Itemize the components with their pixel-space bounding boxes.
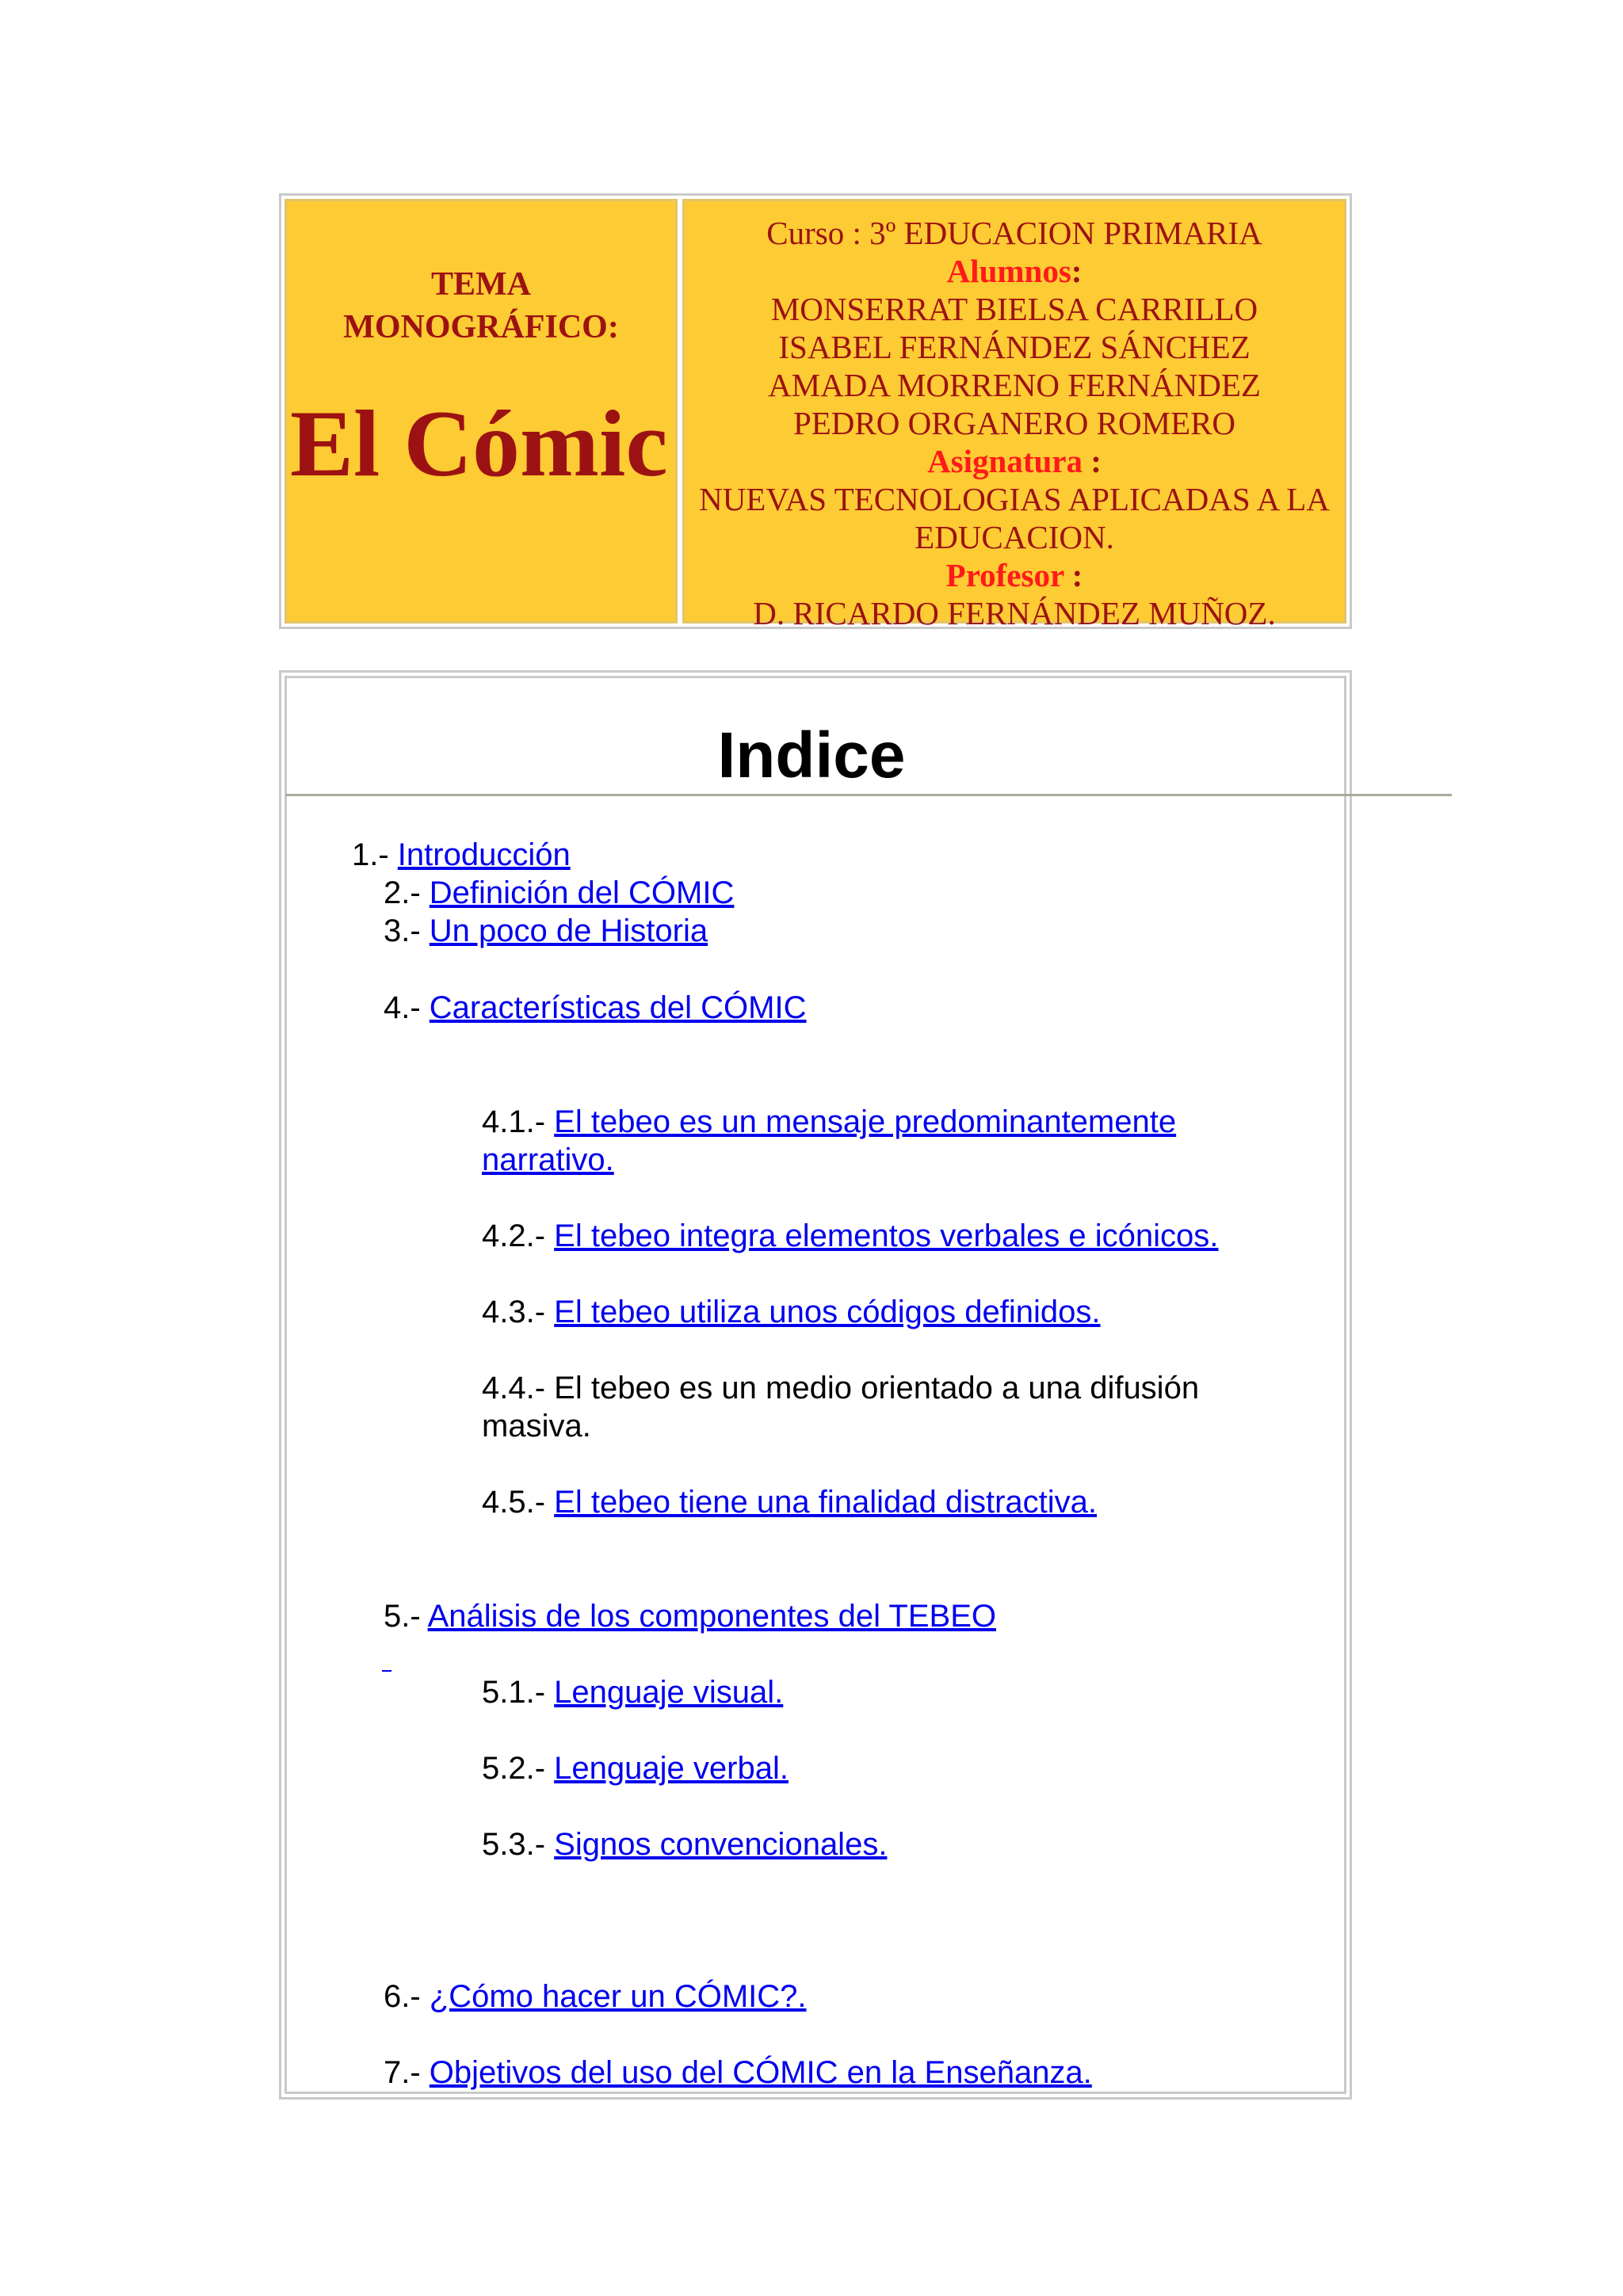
- alumnos-colon: :: [1071, 253, 1083, 289]
- index-entry-4: [384, 989, 806, 1027]
- entry-number: 4.-: [384, 990, 430, 1025]
- entry-number: 5.1.-: [482, 1675, 555, 1710]
- index-title: Indice: [717, 719, 906, 791]
- index-entry-1: [352, 836, 571, 874]
- student-name: AMADA MORRENO FERNÁNDEZ: [768, 367, 1261, 403]
- entry-text: El tebeo es un medio orientado a una difusión: [554, 1371, 1200, 1405]
- student-name: ISABEL FERNÁNDEZ SÁNCHEZ: [778, 329, 1251, 365]
- entry-number: 4.4.-: [482, 1371, 555, 1405]
- index-entry-5-2: [482, 1749, 789, 1787]
- entry-number: 1.-: [352, 837, 398, 872]
- link-introduccion[interactable]: Introducción: [397, 837, 571, 872]
- asignatura-line-1: NUEVAS TECNOLOGIAS APLICADAS A LA: [699, 481, 1330, 517]
- alumnos-label: Alumnos: [946, 253, 1071, 289]
- header-right-cell: [682, 199, 1346, 631]
- link-lenguaje-visual[interactable]: Lenguaje visual.: [554, 1675, 784, 1710]
- asignatura-label: Asignatura: [927, 443, 1083, 479]
- index-divider: [285, 794, 1452, 796]
- index-entry-4-5: [482, 1483, 1097, 1521]
- entry-number: 5.3.-: [482, 1827, 555, 1862]
- index-entry-4-3: [482, 1293, 1101, 1331]
- link-elementos-verbales[interactable]: El tebeo integra elementos verbales e icónicos.: [554, 1219, 1219, 1253]
- entry-number: 4.2.-: [482, 1219, 555, 1253]
- student-name: PEDRO ORGANERO ROMERO: [792, 405, 1236, 441]
- entry-number: 4.5.-: [482, 1485, 555, 1520]
- link-finalidad-distractiva[interactable]: El tebeo tiene una finalidad distractiva.: [554, 1485, 1098, 1520]
- link-como-hacer-comic[interactable]: ¿Cómo hacer un CÓMIC?.: [429, 1979, 807, 2014]
- page-title: El Cómic: [290, 391, 668, 496]
- index-entry-2: [384, 874, 734, 912]
- tema-line-1: TEMA: [431, 266, 531, 303]
- link-lenguaje-verbal[interactable]: Lenguaje verbal.: [554, 1751, 789, 1786]
- tema-line-2: MONOGRÁFICO:: [343, 309, 619, 345]
- alumnos-heading: [685, 252, 1344, 290]
- profesor-name: D. RICARDO FERNÁNDEZ MUÑOZ.: [753, 595, 1276, 631]
- asignatura-line-2: EDUCACION.: [915, 519, 1114, 555]
- link-mensaje-narrativo-cont[interactable]: narrativo.: [482, 1142, 614, 1177]
- entry-number: 6.-: [384, 1979, 430, 2014]
- entry-number: 7.-: [384, 2055, 430, 2090]
- profesor-heading: [685, 556, 1344, 594]
- link-mensaje-narrativo[interactable]: El tebeo es un mensaje predominantemente: [554, 1104, 1177, 1139]
- header-row: [285, 199, 1346, 631]
- index-entry-7: [384, 2054, 1092, 2092]
- curso-line: Curso : 3º EDUCACION PRIMARIA: [766, 215, 1262, 251]
- profesor-label: Profesor: [945, 557, 1064, 593]
- link-codigos-definidos[interactable]: El tebeo utiliza unos códigos definidos.: [554, 1295, 1101, 1329]
- link-caracteristicas[interactable]: Características del CÓMIC: [429, 990, 807, 1025]
- entry-number: 5.-: [384, 1599, 428, 1634]
- empty-link[interactable]: [382, 1670, 391, 1672]
- index-entry-6: [384, 1978, 807, 2016]
- entry-number: 5.2.-: [482, 1751, 555, 1786]
- link-signos-convencionales[interactable]: Signos convencionales.: [554, 1827, 888, 1862]
- link-historia[interactable]: Un poco de Historia: [429, 913, 708, 948]
- index-entry-5: [384, 1597, 996, 1635]
- header-table: [279, 193, 1352, 629]
- entry-number: 2.-: [384, 875, 430, 910]
- entry-number: 4.1.-: [482, 1104, 555, 1139]
- entry-text-cont: masiva.: [482, 1409, 591, 1444]
- index-entry-4-1: [482, 1103, 1176, 1179]
- index-entry-4-2: [482, 1217, 1218, 1255]
- header-left-cell: [285, 199, 678, 624]
- link-analisis-componentes[interactable]: Análisis de los componentes del TEBEO: [427, 1599, 997, 1634]
- student-name: MONSERRAT BIELSA CARRILLO: [770, 291, 1258, 327]
- entry-number: 4.3.-: [482, 1295, 555, 1329]
- entry-number: 3.-: [384, 913, 430, 948]
- link-definicion[interactable]: Definición del CÓMIC: [429, 875, 735, 910]
- index-entry-5-3: [482, 1825, 887, 1863]
- asignatura-colon: :: [1083, 443, 1102, 479]
- index-entry-5-1: [482, 1673, 783, 1711]
- index-entry-4-4: [482, 1369, 1199, 1445]
- tema-monografico: [287, 263, 675, 349]
- profesor-colon: :: [1064, 557, 1083, 593]
- link-objetivos-ensenanza[interactable]: Objetivos del uso del CÓMIC en la Enseñanza.: [429, 2055, 1092, 2090]
- asignatura-heading: [685, 442, 1344, 480]
- index-entry-3: [384, 912, 708, 950]
